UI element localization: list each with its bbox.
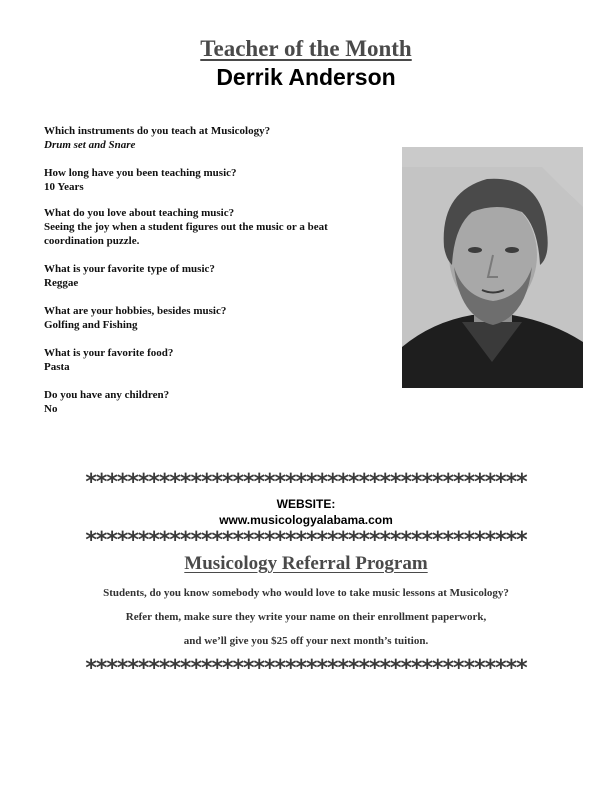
website-link[interactable]: www.musicologyalabama.com <box>219 513 393 527</box>
qa-item <box>44 124 270 152</box>
qa-item <box>44 388 169 416</box>
question: What is your favorite food? <box>44 347 174 359</box>
referral-title: Musicology Referral Program <box>184 553 428 574</box>
answer: Seeing the joy when a student figures out the music or a beat coordination puzzle. <box>44 221 328 247</box>
referral-text: Students, do you know somebody who would love to take music lessons at Musicology? <box>103 587 509 599</box>
question: Do you have any children? <box>44 389 170 401</box>
qa-item <box>44 262 215 290</box>
answer: No <box>44 403 58 415</box>
question: What do you love about teaching music? <box>44 207 235 219</box>
question: What is your favorite type of music? <box>44 263 215 275</box>
referral-text: and we’ll give you $25 off your next month’s tuition. <box>183 635 429 647</box>
qa-item <box>44 206 374 248</box>
star-divider: ****************************************** <box>85 528 527 553</box>
question: Which instruments do you teach at Musicology? <box>44 125 271 137</box>
answer: Drum set and Snare <box>44 139 136 151</box>
question: What are your hobbies, besides music? <box>44 305 227 317</box>
page-title: Teacher of the Month <box>200 36 412 61</box>
teacher-name: Derrik Anderson <box>216 64 396 90</box>
answer: Pasta <box>44 361 70 373</box>
answer: 10 Years <box>44 181 84 193</box>
answer: Reggae <box>44 277 79 289</box>
website-label: WEBSITE: <box>276 497 336 511</box>
qa-item <box>44 166 237 194</box>
qa-item <box>44 304 226 332</box>
referral-text: Refer them, make sure they write your name on their enrollment paperwork, <box>125 611 487 623</box>
answer: Golfing and Fishing <box>44 319 138 331</box>
star-divider: ****************************************** <box>85 656 527 681</box>
question: How long have you been teaching music? <box>44 167 237 179</box>
teacher-photo <box>402 147 583 388</box>
portrait-image <box>402 147 583 388</box>
qa-item <box>44 346 173 374</box>
star-divider: ****************************************** <box>85 470 527 495</box>
